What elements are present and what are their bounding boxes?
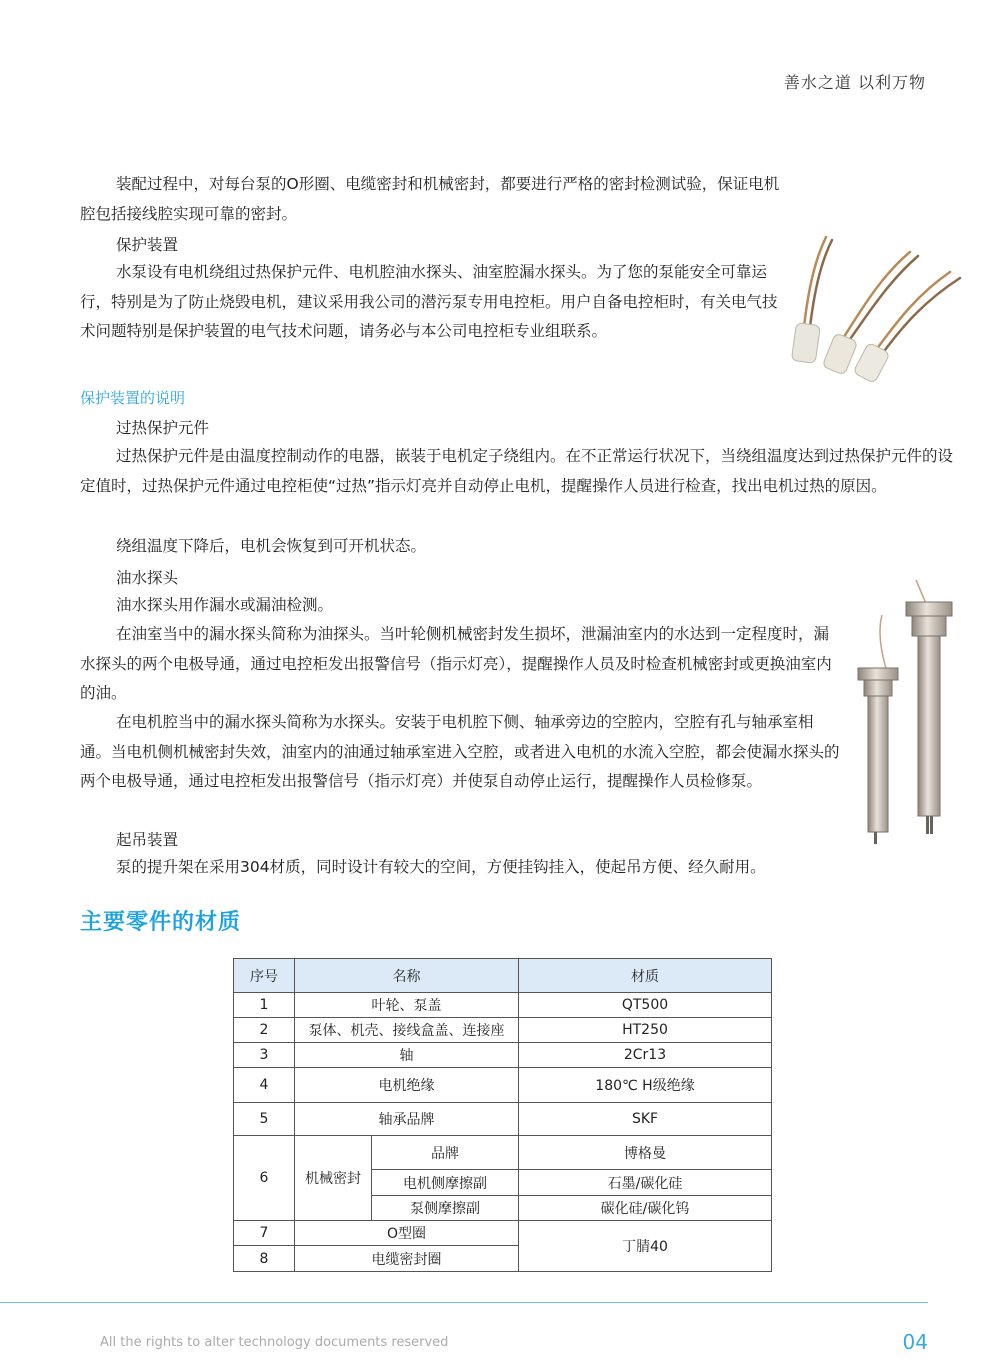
row-name: 电机绝缘 (295, 1068, 519, 1103)
table-row (234, 1136, 772, 1170)
header-no: 序号 (234, 959, 295, 993)
seal-sub-name: 品牌 (372, 1136, 519, 1170)
seal-sub-material: 石墨/碳化硅 (519, 1170, 772, 1196)
oil-water-probe-image (850, 580, 965, 845)
thermal-protector-image (790, 232, 970, 382)
row-no: 3 (234, 1043, 295, 1068)
lift-title: 起吊装置 (116, 831, 179, 849)
seal-sub-material: 碳化硅/碳化钨 (519, 1196, 772, 1221)
protect-device-title: 保护装置 (116, 236, 179, 254)
materials-table (233, 958, 772, 1272)
probe-paragraph-3: 在电机腔当中的漏水探头简称为水探头。安装于电机腔下侧、轴承旁边的空腔内，空腔有孔与轴承室相通。当电机侧机械密封失效，油室内的油通过轴承室进入空腔，或者进入电机的水流入空腔，都会使漏水探头的两个电极导通，通过电控柜发出报警信号（指示灯亮）并使泵自动停止运行，提醒操作人员检修泵。 (80, 713, 840, 790)
explain-title: 保护装置的说明 (80, 389, 186, 407)
table-row (234, 1068, 772, 1103)
row-name: 轴承品牌 (295, 1103, 519, 1136)
row-no: 4 (234, 1068, 295, 1103)
row-no: 7 (234, 1221, 295, 1246)
row-no: 2 (234, 1018, 295, 1043)
table-row (234, 1103, 772, 1136)
row-material: 2Cr13 (519, 1043, 772, 1068)
row-name: 泵体、机壳、接线盒盖、连接座 (295, 1018, 519, 1043)
row-material: SKF (519, 1103, 772, 1136)
footer-rights: All the rights to alter technology documents reserved (100, 1335, 449, 1350)
header-slogan: 善水之道 以利万物 (783, 73, 926, 92)
probe-paragraph-1: 油水探头用作漏水或漏油检测。 (116, 596, 334, 614)
intro-paragraph-1: 装配过程中，对每台泵的O形圈、电缆密封和机械密封，都要进行严格的密封检测试验，保证电机腔包括接线腔实现可靠的密封。 (80, 175, 780, 223)
seal-sub-name: 泵侧摩擦副 (372, 1196, 519, 1221)
table-row (234, 1018, 772, 1043)
row-name: 轴 (295, 1043, 519, 1068)
overheat-paragraph-2: 绕组温度下降后，电机会恢复到可开机状态。 (116, 537, 427, 555)
seal-no: 6 (234, 1136, 295, 1221)
row-no: 8 (234, 1246, 295, 1272)
row-name: 叶轮、泵盖 (295, 993, 519, 1018)
table-row (234, 993, 772, 1018)
intro-paragraph-2: 水泵设有电机绕组过热保护元件、电机腔油水探头、油室腔漏水探头。为了您的泵能安全可靠运行，特别是为了防止烧毁电机，建议采用我公司的潜污泵专用电控柜。用户自备电控柜时，有关电气技术问题特别是保护装置的电气技术问题，请务必与本公司电控柜专业组联系。 (80, 263, 778, 340)
table-row (234, 1043, 772, 1068)
lift-paragraph-1: 泵的提升架在采用304材质，同时设计有较大的空间，方便挂钩挂入，使起吊方便、经久耐用。 (116, 858, 766, 876)
seal-name: 机械密封 (295, 1136, 372, 1221)
footer-divider (0, 1302, 928, 1303)
materials-title: 主要零件的材质 (80, 910, 242, 935)
probe-title: 油水探头 (116, 569, 179, 587)
row-material: 丁腈40 (519, 1221, 772, 1272)
row-no: 1 (234, 993, 295, 1018)
row-material: 180℃ H级绝缘 (519, 1068, 772, 1103)
row-no: 5 (234, 1103, 295, 1136)
probe-paragraph-2: 在油室当中的漏水探头简称为油探头。当叶轮侧机械密封发生损坏，泄漏油室内的水达到一定程度时，漏水探头的两个电极导通，通过电控柜发出报警信号（指示灯亮），提醒操作人员及时检查机械密封或更换油室内的油。 (80, 625, 832, 702)
seal-sub-material: 博格曼 (519, 1136, 772, 1170)
overheat-paragraph-1: 过热保护元件是由温度控制动作的电器，嵌装于电机定子绕组内。在不正常运行状况下，当绕组温度达到过热保护元件的设定值时，过热保护元件通过电控柜使“过热”指示灯亮并自动停止电机，提醒操作人员进行检查，找出电机过热的原因。 (80, 447, 954, 495)
row-material: HT250 (519, 1018, 772, 1043)
row-name: O型圈 (295, 1221, 519, 1246)
row-material: QT500 (519, 993, 772, 1018)
row-name: 电缆密封圈 (295, 1246, 519, 1272)
overheat-title: 过热保护元件 (116, 419, 210, 437)
page-number: 04 (902, 1330, 928, 1354)
header-material: 材质 (519, 959, 772, 993)
table-header-row (234, 959, 772, 993)
seal-sub-name: 电机侧摩擦副 (372, 1170, 519, 1196)
table-row (234, 1221, 772, 1246)
header-name: 名称 (295, 959, 519, 993)
